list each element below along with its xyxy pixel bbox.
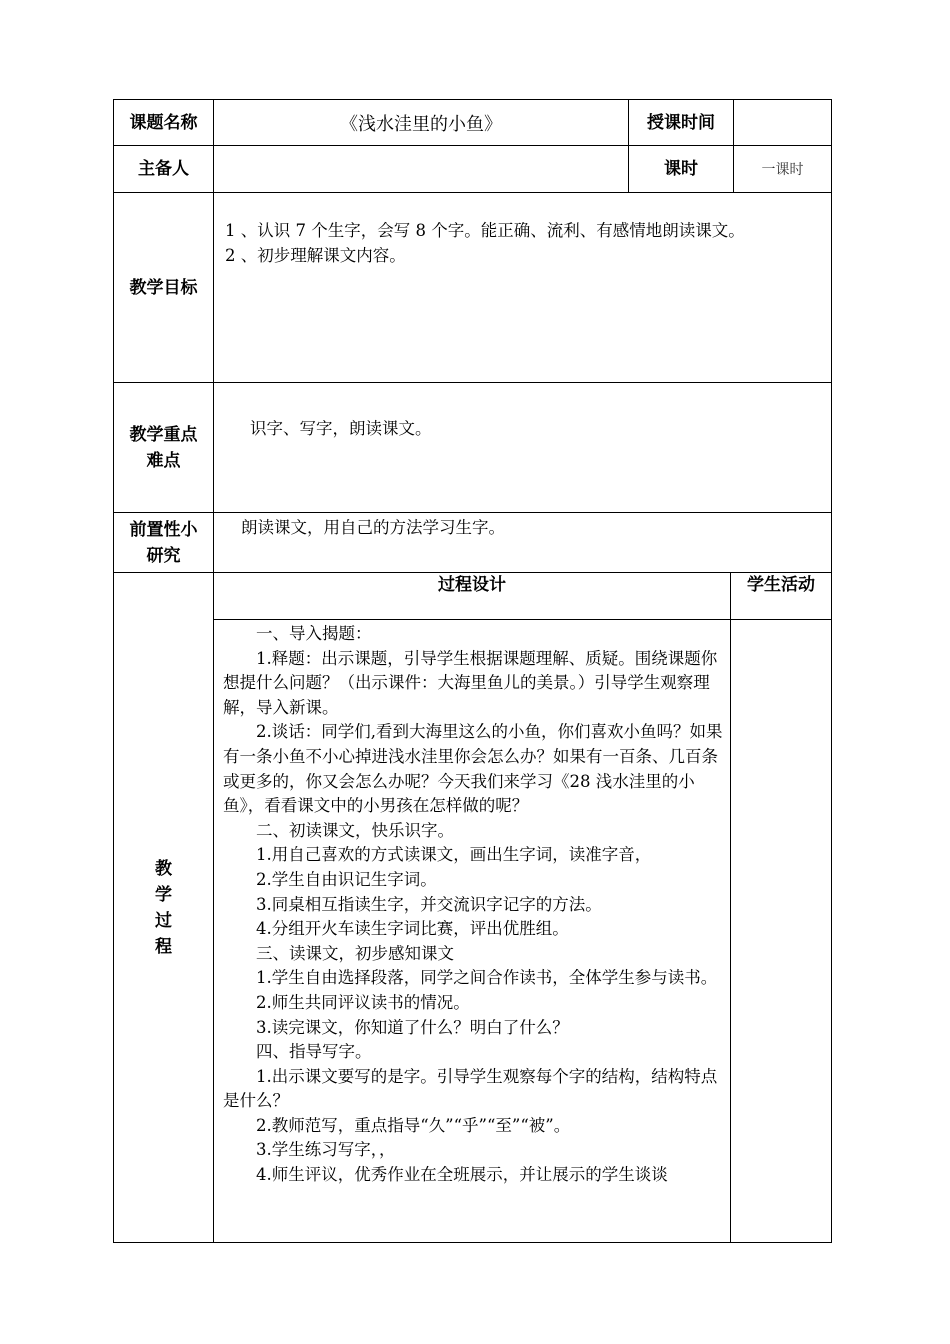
process-paragraph: 1.用自己喜欢的方式读课文，画出生字词，读准字音， — [256, 845, 652, 865]
goal-item: 2 、初步理解课文内容。 — [225, 246, 406, 265]
process-paragraph: 1.释题：出示课题，引导学生根据课题理解、质疑。围绕课题你想提什么问题？（出示课件：大海里鱼儿的美景。）引导学生观察理解，导入新课。 — [223, 648, 718, 717]
goal-item: 1 、认识 7 个生字，会写 8 个字。能正确、流利、有感情地朗读课文。 — [225, 221, 745, 240]
pre-study-label — [114, 513, 213, 572]
pre-study-label-line1: 前置性小 — [129, 519, 198, 540]
preparer-value — [214, 146, 628, 192]
key-points-label — [114, 383, 213, 512]
process-label-vertical — [154, 856, 174, 960]
key-points-value: 识字、写字，朗读课文。 — [250, 419, 432, 438]
preparer-label: 主备人 — [138, 159, 189, 179]
process-paragraph: 2.谈话：同学们,看到大海里这么的小鱼，你们喜欢小鱼吗？如果有一条小鱼不小心掉进浅水洼里你会怎么办？如果有一百条、几百条或更多的，你又会怎么办呢？今天我们来学习《28 浅水洼里的小鱼》，看看课文中的小男孩在怎样做的呢？ — [223, 722, 723, 816]
time-value — [734, 100, 831, 145]
process-paragraph: 1.学生自由选择段落，同学之间合作读书，全体学生参与读书。 — [256, 968, 718, 988]
process-paragraph: 4.师生评议，优秀作业在全班展示，并让展示的学生谈谈 — [256, 1165, 668, 1185]
process-paragraph: 2.教师范写，重点指导“久”“乎”“至”“被”。 — [256, 1115, 571, 1135]
row-divider — [113, 512, 832, 513]
time-label: 授课时间 — [647, 112, 715, 133]
process-paragraph: 3.读完课文，你知道了什么？明白了什么？ — [256, 1017, 569, 1037]
process-label — [114, 573, 213, 1242]
goals-label: 教学目标 — [129, 277, 198, 298]
process-paragraph: 4.分组开火车读生字词比赛，评出优胜组。 — [256, 919, 569, 939]
process-paragraph: 三、读课文，初步感知课文 — [256, 943, 454, 963]
process-label-char: 教 — [155, 858, 172, 879]
student-activity-header: 学生活动 — [747, 575, 815, 595]
process-paragraph: 二、初读课文，快乐识字。 — [256, 820, 454, 840]
process-content — [223, 622, 724, 1242]
process-label-char: 学 — [155, 884, 172, 905]
row-divider — [113, 382, 832, 383]
pre-study-label-line2: 研究 — [146, 545, 181, 566]
lesson-plan-table — [113, 99, 832, 1243]
key-points-label-line1: 教学重点 — [129, 424, 198, 445]
process-label-char: 程 — [155, 936, 172, 957]
period-label: 课时 — [664, 159, 698, 179]
topic-value: 《浅水洼里的小鱼》 — [340, 113, 502, 135]
topic-label: 课题名称 — [129, 112, 198, 133]
student-activity-content — [731, 620, 831, 1242]
goals-content — [225, 218, 825, 268]
process-design-header: 过程设计 — [438, 575, 506, 595]
process-paragraph: 1.出示课文要写的是字。引导学生观察每个字的结构，结构特点是什么？ — [223, 1066, 718, 1111]
process-paragraph: 3.学生练习写字，， — [256, 1140, 396, 1160]
column-divider — [213, 99, 214, 1243]
row-divider — [113, 192, 832, 193]
table-border-right — [831, 99, 832, 1243]
process-paragraph: 2.学生自由识记生字词。 — [256, 869, 437, 889]
pre-study-value: 朗读课文，用自己的方法学习生字。 — [241, 518, 505, 537]
table-border-bottom — [113, 1242, 832, 1243]
process-paragraph: 四、指导写字。 — [256, 1042, 372, 1062]
period-value: 一课时 — [761, 162, 804, 178]
key-points-label-line2: 难点 — [146, 450, 181, 471]
process-paragraph: 3.同桌相互指读生字，并交流识字记字的方法。 — [256, 894, 602, 914]
process-label-char: 过 — [155, 910, 172, 931]
process-paragraph: 2.师生共同评议读书的情况。 — [256, 992, 470, 1012]
process-paragraph: 一、导入揭题： — [256, 624, 372, 643]
